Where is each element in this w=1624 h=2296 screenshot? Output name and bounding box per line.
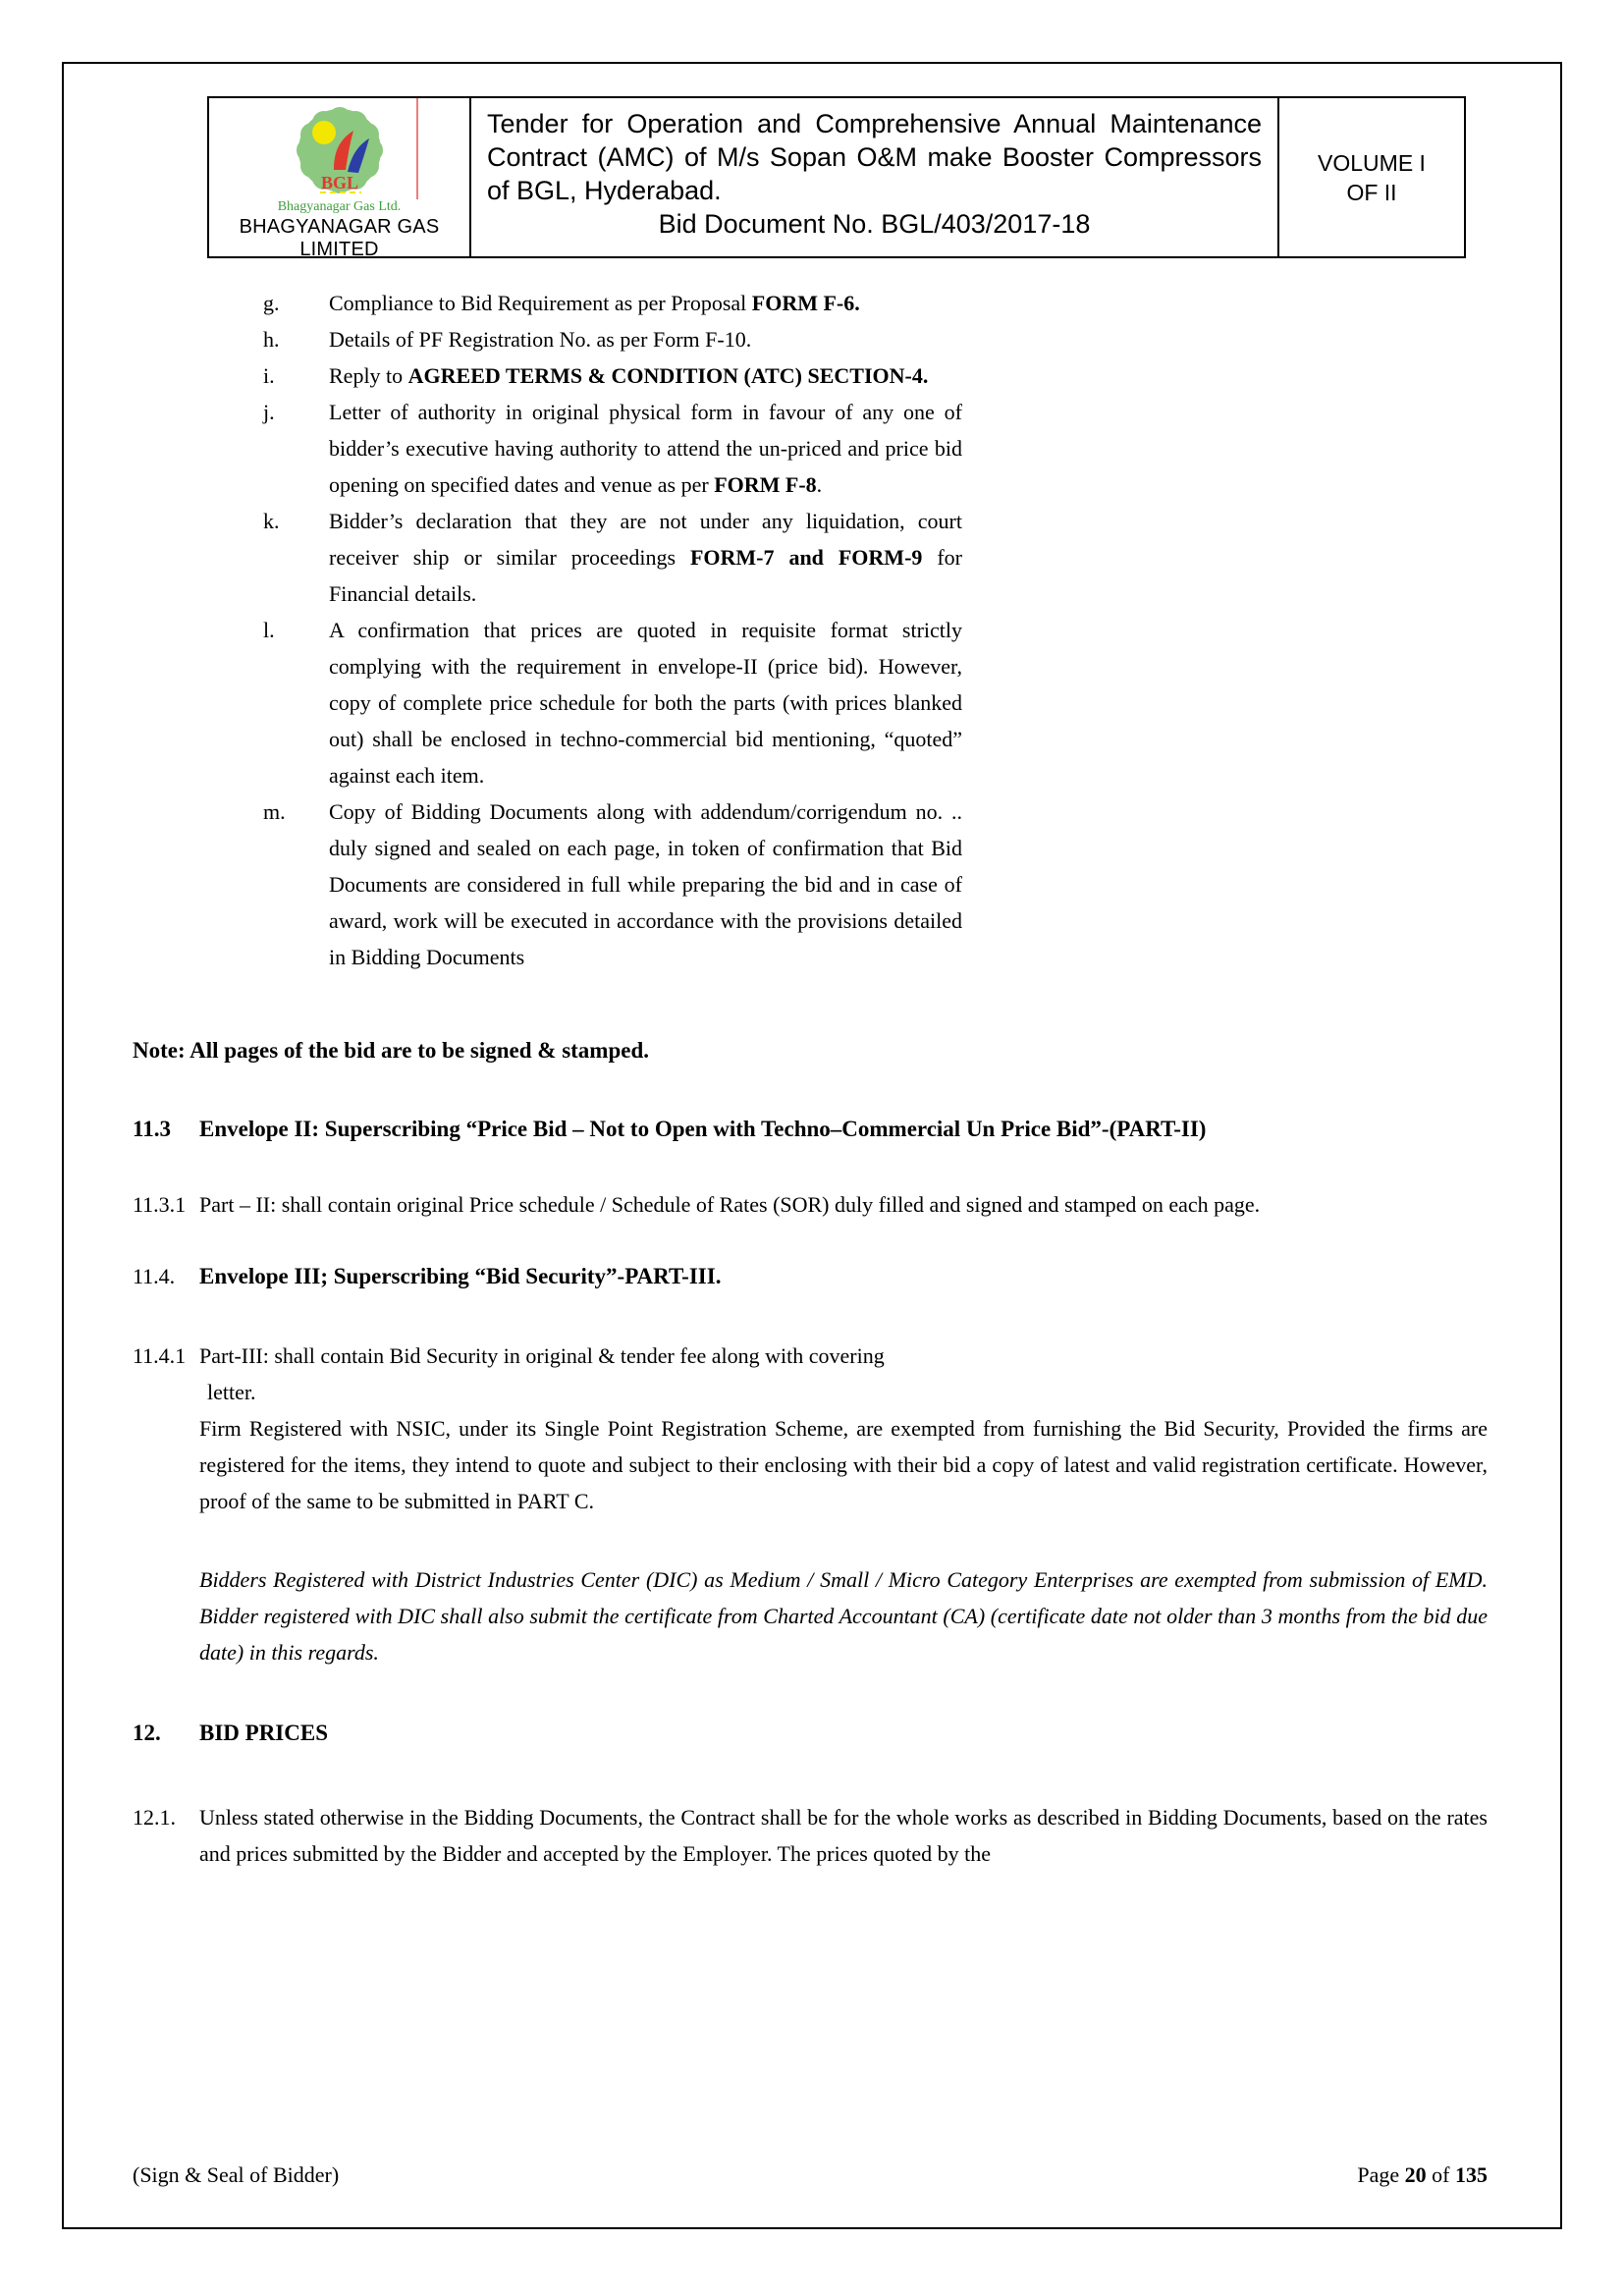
footer-page-number xyxy=(1357,2160,1488,2190)
section-12-1 xyxy=(133,1799,1488,1872)
checklist-item-m xyxy=(263,793,1488,975)
note-line: Note: All pages of the bid are to be signed & stamped. xyxy=(133,1038,650,1063)
section-11-4 xyxy=(133,1257,1488,1296)
content xyxy=(64,285,1560,1872)
checklist-item-l xyxy=(263,612,1488,793)
logo-cell xyxy=(209,98,471,260)
company-name-line2: LIMITED xyxy=(299,239,379,260)
section-number: 12.1. xyxy=(133,1805,176,1830)
section-text-line1: Part-III: shall contain Bid Security in original & tender fee along with covering xyxy=(199,1343,885,1368)
nsic-paragraph: Firm Registered with NSIC, under its Single Point Registration Scheme, are exempted from furnishing the Bid Security, Provided the firms are registered for the items, they intend to quote and subject to their enclosing with their bid a copy of latest and valid registration certificate. However, proof of the same to be submitted in PART C. xyxy=(199,1416,1488,1513)
section-number: 11.3.1 xyxy=(133,1192,187,1217)
checklist-item-k xyxy=(263,503,1488,612)
checklist-item-i xyxy=(263,357,1488,394)
section-11-3 xyxy=(133,1110,1488,1149)
checklist-item-j xyxy=(263,394,1488,503)
item-text: Bidder’s declaration that they are not under any liquidation, court receiver ship or similar proceedings FORM-7 and FORM-9 for Financial details. xyxy=(329,509,963,606)
checklist xyxy=(263,285,1488,975)
logo-subtitle: Bhagyanagar Gas Ltd. xyxy=(277,199,402,214)
section-text: Unless stated otherwise in the Bidding Documents, the Contract shall be for the whole works as described in Bidding Documents, based on the rates and prices submitted by the Bidder and accepted by the Employer. The prices quoted by the xyxy=(199,1805,1488,1866)
volume-cell xyxy=(1279,98,1464,256)
tender-title: Tender for Operation and Comprehensive Annual Maintenance Contract (AMC) of M/s Sopan O&M make Booster Compressors of BGL, Hyderabad. xyxy=(487,109,1262,205)
item-text: A confirmation that prices are quoted in requisite format strictly complying with the requirement in envelope-II (price bid). However, copy of complete price schedule for both the parts (with prices blanked out) shall be enclosed in techno-commercial bid mentioning, “quoted” against each item. xyxy=(329,618,962,788)
footer-page-total: 135 xyxy=(1455,2162,1488,2187)
item-label: i. xyxy=(263,363,275,388)
bid-document-number: Bid Document No. BGL/403/2017-18 xyxy=(658,209,1091,239)
footer-page-label: Page xyxy=(1357,2162,1400,2187)
section-number: 11.4. xyxy=(133,1264,176,1288)
volume-line2: OF II xyxy=(1346,179,1397,205)
item-label: g. xyxy=(263,291,280,315)
section-11-4-1 xyxy=(133,1338,1488,1519)
item-label: j. xyxy=(263,400,275,424)
item-text: Copy of Bidding Documents along with addendum/corrigendum no. .. duly signed and sealed on each page, in token of confirmation that Bid Documents are considered in full while preparing the bid and in case of award, work will be executed in accordance with the provisions detailed in Bidding Documents xyxy=(329,799,962,969)
dic-exemption-paragraph: Bidders Registered with District Industries Center (DIC) as Medium / Small / Micro Category Enterprises are exempted from submission of EMD. Bidder registered with DIC shall also submit the certificate from Charted Accountant (CA) (certificate date not older than 3 months from the bid due date) in this regards. xyxy=(199,1567,1488,1665)
item-text: Letter of authority in original physical form in favour of any one of bidder’s executive having authority to attend the un-priced and price bid opening on specified dates and venue as per FORM F-8. xyxy=(329,400,962,497)
section-11-3-1 xyxy=(133,1186,1488,1223)
company-name-line1: BHAGYANAGAR GAS xyxy=(239,216,440,238)
section-number: 12. xyxy=(133,1721,161,1745)
bgl-logo-icon xyxy=(281,101,399,199)
logo-sun-icon xyxy=(312,121,336,144)
page-border-frame xyxy=(62,62,1562,2229)
item-label: l. xyxy=(263,618,275,642)
section-heading: Envelope III; Superscribing “Bid Security”-PART-III. xyxy=(199,1264,722,1288)
item-label: k. xyxy=(263,509,280,533)
logo-acronym: BGL xyxy=(320,173,358,192)
section-text-line2: letter. xyxy=(207,1380,256,1404)
page-footer xyxy=(133,2160,1488,2190)
section-number: 11.3 xyxy=(133,1117,171,1141)
red-divider-line xyxy=(416,98,418,199)
checklist-item-h xyxy=(263,321,1488,357)
footer-of-label: of xyxy=(1432,2162,1450,2187)
section-12 xyxy=(133,1714,1488,1753)
checklist-item-g xyxy=(263,285,1488,321)
item-text: Compliance to Bid Requirement as per Proposal FORM F-6. xyxy=(329,291,860,315)
item-text: Details of PF Registration No. as per Form F-10. xyxy=(329,327,752,352)
company-name xyxy=(209,216,469,261)
header-table xyxy=(207,96,1466,258)
item-label: m. xyxy=(263,799,286,824)
section-number: 11.4.1 xyxy=(133,1343,187,1368)
volume-line1: VOLUME I xyxy=(1318,149,1426,176)
footer-sign-seal: (Sign & Seal of Bidder) xyxy=(133,2162,340,2187)
section-text: Part – II: shall contain original Price schedule / Schedule of Rates (SOR) duly filled and signed and stamped on each page. xyxy=(199,1192,1261,1217)
section-heading: Envelope II: Superscribing “Price Bid – Not to Open with Techno–Commercial Un Price Bid”-(PART-II) xyxy=(199,1117,1207,1141)
title-cell xyxy=(471,98,1279,256)
item-text: Reply to AGREED TERMS & CONDITION (ATC) SECTION-4. xyxy=(329,363,929,388)
item-label: h. xyxy=(263,327,280,352)
section-heading: BID PRICES xyxy=(199,1721,329,1745)
footer-page-current: 20 xyxy=(1404,2162,1427,2187)
